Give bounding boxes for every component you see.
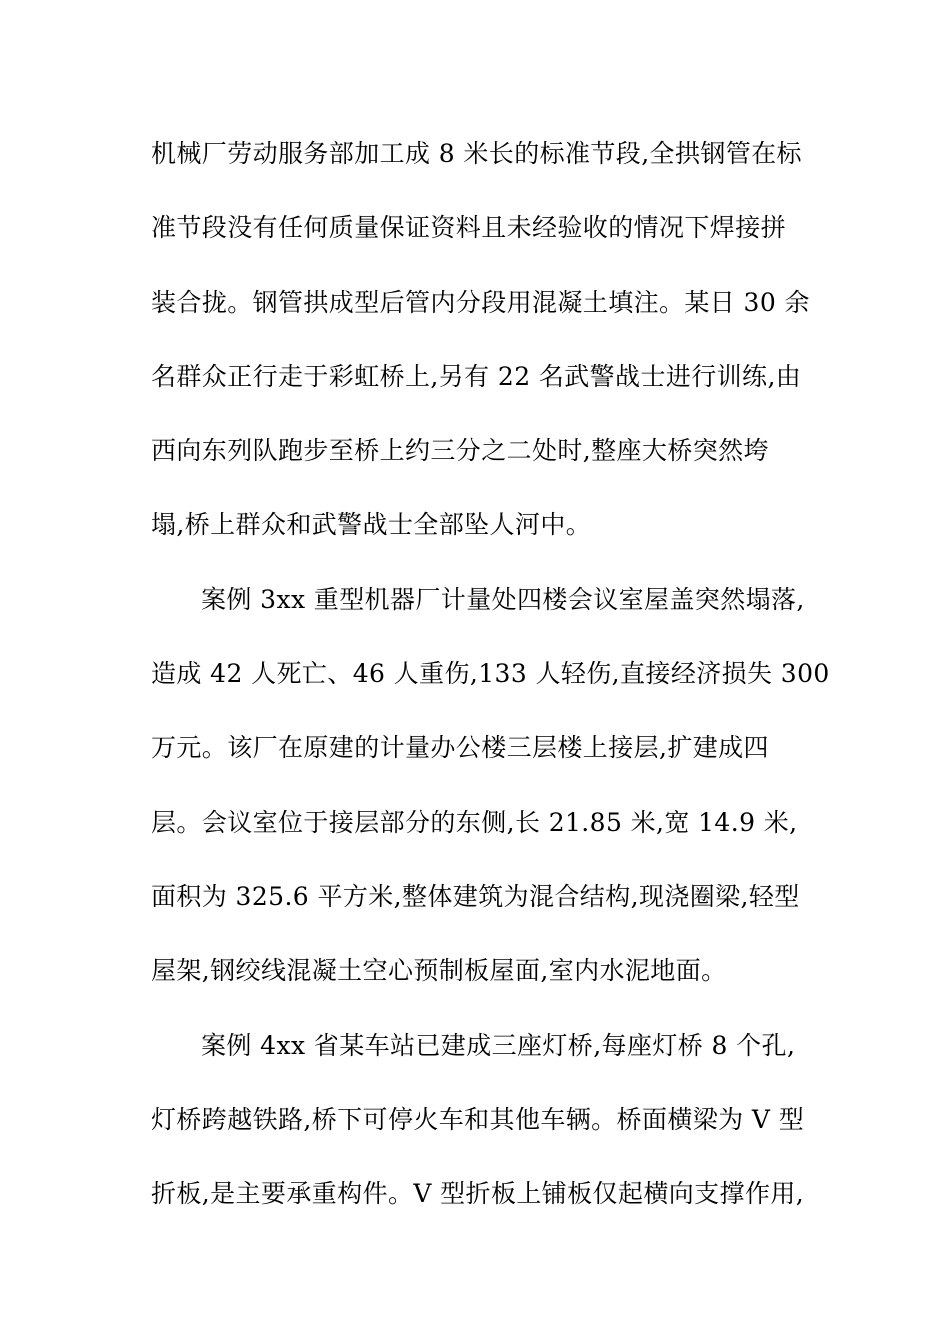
body-text <box>151 128 830 1242</box>
paragraph-start-case-3: 案例 3xx 重型机器厂计量处四楼会议室屋盖突然塌落, <box>201 584 805 614</box>
text-line: 灯桥跨越铁路,桥下可停火车和其他车辆。桥面横梁为 V 型 <box>151 1104 805 1134</box>
text-line: 面积为 325.6 平方米,整体建筑为混合结构,现浇圈梁,轻型 <box>151 881 800 911</box>
text-line: 折板,是主要承重构件。V 型折板上铺板仅起横向支撑作用, <box>151 1179 805 1209</box>
text-line: 造成 42 人死亡、46 人重伤,133 人轻伤,直接经济损失 300 <box>151 659 830 689</box>
paragraph-start-case-4: 案例 4xx 省某车站已建成三座灯桥,每座灯桥 8 个孔, <box>201 1030 796 1060</box>
text-line: 层。会议室位于接层部分的东侧,长 21.85 米,宽 14.9 米, <box>151 807 798 837</box>
text-line: 准节段没有任何质量保证资料且未经验收的情况下焊接拼 <box>151 213 787 243</box>
text-line: 塌,桥上群众和武警战士全部坠人河中。 <box>151 510 592 540</box>
text-line: 机械厂劳动服务部加工成 8 米长的标准节段,全拱钢管在标 <box>151 139 802 168</box>
text-line: 装合拢。钢管拱成型后管内分段用混凝土填注。某日 30 余 <box>151 287 810 317</box>
text-line: 名群众正行走于彩虹桥上,另有 22 名武警战士进行训练,由 <box>151 361 802 391</box>
text-line: 西向东列队跑步至桥上约三分之二处时,整座大桥突然垮 <box>151 436 769 466</box>
text-line: 万元。该厂在原建的计量办公楼三层楼上接层,扩建成四 <box>151 733 769 763</box>
text-line: 屋架,钢绞线混凝土空心预制板屋面,室内水泥地面。 <box>151 956 727 986</box>
